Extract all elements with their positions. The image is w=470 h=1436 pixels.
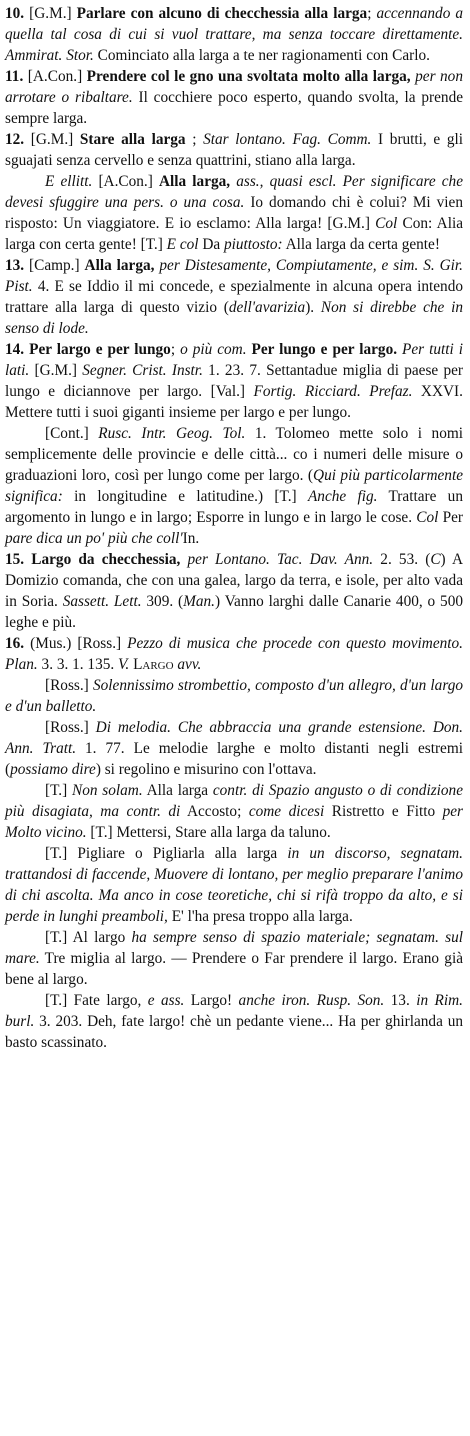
entry-16-t-1: [T.] Non solam. Alla larga contr. di Spazio angusto o di condizione più disagiata, ma contr. di Accosto; come dicesi Ristretto e Fitto per Molto vicino. [T.] Mettersi, Stare alla larga da taluno.	[5, 782, 464, 841]
entry-16: 16. (Mus.) [Ross.] Pezzo di musica che procede con questo movimento. Plan. 3. 3. 1. 135. V. Largo avv.	[5, 635, 463, 673]
entry-16-t-4: [T.] Fate largo, e ass. Largo! anche iron. Rusp. Son. 13. in Rim. burl. 3. 203. Deh, fate largo! chè un pedante viene... Ha per ghirlanda un basto scassinato.	[5, 992, 463, 1051]
entry-14-cont: [Cont.] Rusc. Intr. Geog. Tol. 1. Tolomeo mette solo i nomi semplicemente delle provincie e delle città... co i numeri delle misure o graduazioni loro, così per lungo come per largo. (Qui più particolarmente significa: in longitudine e latitudine.) [T.] Anche fig. Trattare un argomento in lungo e in largo; Esporre in lungo e in largo le cose. Col Per pare dica un po' più che coll'In.	[5, 425, 464, 547]
entry-16-ross-2: [Ross.] Di melodia. Che abbraccia una grande estensione. Don. Ann. Tratt. 1. 77. Le melodie larghe e molto distanti negli estremi (possiamo dire) si regolino e misurino con l'ottava.	[5, 719, 463, 778]
entry-16-ross-1: [Ross.] Solennissimo strombettio, composto d'un allegro, d'un largo e d'un balletto.	[5, 677, 464, 715]
entry-12-ellitt: E ellitt. [A.Con.] Alla larga, ass., quasi escl. Per significare che devesi sfuggire una pers. o una cosa. Io domando chi è colui? Mi vien risposto: Un viaggiatore. E io esclamo: Alla larga! [G.M.] Col Con: Alia larga con certa gente! [T.] E col Da piuttosto: Alla larga da certa gente!	[5, 173, 464, 253]
dictionary-page	[5, 3, 463, 1053]
entry-16-t-3: [T.] Al largo ha sempre senso di spazio materiale; segnatam. sul mare. Tre miglia al largo. — Prendere o Far prendere il largo. Erano già bene al largo.	[5, 929, 463, 988]
entry-10: 10. [G.M.] Parlare con alcuno di checchessia alla larga; accennando a quella tal cosa di cui si vuol trattare, ma senza toccare direttamente. Ammirat. Stor. Cominciato alla larga a te ner ragionamenti con Carlo.	[5, 5, 463, 64]
entry-15: 15. Largo da checchessia, per Lontano. Tac. Dav. Ann. 2. 53. (C) A Domizio comanda, che con una galea, largo da terra, e isole, per alto vada in Soria. Sassett. Lett. 309. (Man.) Vanno larghi dalle Canarie 400, o 500 leghe e più.	[5, 551, 464, 631]
entry-16-t-2: [T.] Pigliare o Pigliarla alla larga in un discorso, segnatam. trattandosi di faccende, Muovere di lontano, per meglio preparare l'animo di chi ascolta. Ma anco in cose teoretiche, chi si rifà troppo da alto, e si perde in lunghi preamboli, E' l'ha presa troppo alla larga.	[5, 845, 463, 925]
entry-13: 13. [Camp.] Alla larga, per Distesamente, Compiutamente, e sim. S. Gir. Pist. 4. E se Iddio il mi concede, e spezialmente in alcuna opera intendo trattare alla larga di questo vizio (dell'avarizia). Non si direbbe che in senso di lode.	[5, 257, 463, 337]
entry-12: 12. [G.M.] Stare alla larga ; Star lontano. Fag. Comm. I brutti, e gli sguajati senza cervello e senza quattrini, stiano alla larga.	[5, 131, 463, 169]
entry-11: 11. [A.Con.] Prendere col le gno una svoltata molto alla larga, per non arrotare o ribaltare. Il cocchiere poco esperto, quando svolta, la prende sempre larga.	[5, 68, 464, 127]
entry-14: 14. Per largo e per lungo; o più com. Per lungo e per largo. Per tutti i lati. [G.M.] Segner. Crist. Instr. 1. 23. 7. Settantadue miglia di paese per lungo e diciannove per largo. [Val.] Fortig. Ricciard. Prefaz. XXVI. Mettere tutti i suoi giganti insieme per largo e per lungo.	[5, 341, 464, 421]
